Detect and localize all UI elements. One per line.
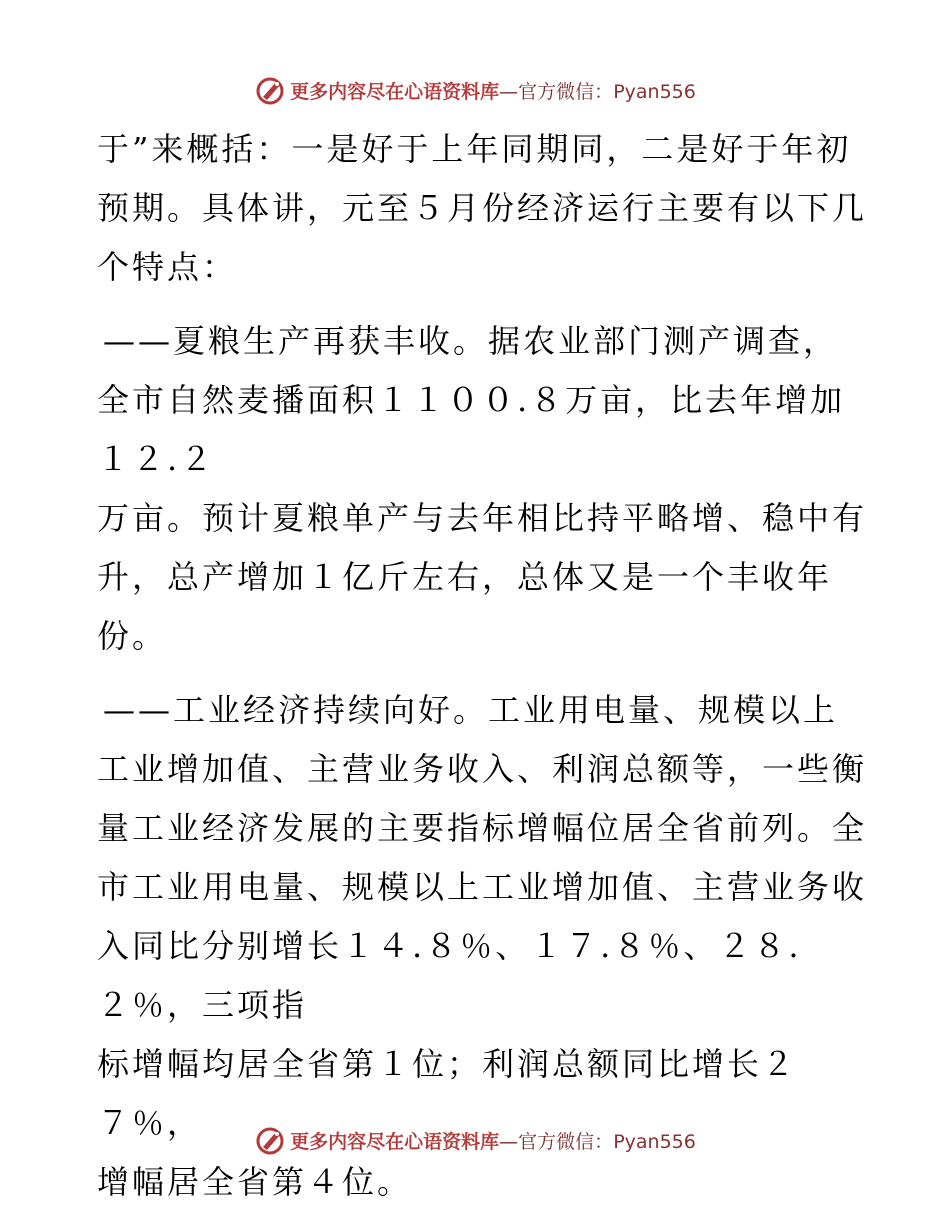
text-line: 预期。具体讲，元至５月份经济运行主要有以下几	[97, 189, 868, 227]
paragraph-summer-grain	[97, 312, 867, 666]
text-line: 标增幅均居全省第１位；利润总额同比增长２７％，	[97, 1045, 798, 1142]
watermark-colon: ：	[594, 1130, 614, 1153]
text-line: 市工业用电量、规模以上工业增加值、主营业务收	[97, 868, 868, 906]
watermark-library-text: 更多内容尽在心语资料库	[290, 1130, 500, 1153]
text-line: 个特点：	[97, 248, 238, 286]
watermark-library-text: 更多内容尽在心语资料库	[290, 80, 500, 103]
text-line: 增幅居全省第４位。	[97, 1163, 413, 1201]
text-line: ——工业经济持续向好。工业用电量、规模以上	[103, 691, 839, 729]
pen-logo-icon	[254, 1124, 286, 1156]
pen-logo-icon	[254, 74, 286, 106]
watermark-wechat-id: Pyan556	[613, 1130, 696, 1153]
watermark-wechat-label: 官方微信	[518, 80, 595, 103]
text-line: ——夏粮生产再获丰收。据农业部门测产调查，	[103, 322, 839, 360]
watermark-text	[290, 1127, 696, 1154]
paragraph-intro	[97, 120, 867, 297]
text-line: 于”来概括：一是好于上年同期同，二是好于年初	[97, 130, 852, 168]
footer-watermark	[0, 1120, 950, 1160]
header-watermark	[0, 70, 950, 110]
watermark-dash: —	[499, 1130, 519, 1153]
text-line: 入同比分别增长１４.８％、１７.８％、２８.２％，三项指	[97, 927, 802, 1024]
watermark-colon: ：	[594, 80, 614, 103]
text-line: 升，总产增加１亿斤左右，总体又是一个丰收年	[97, 558, 833, 596]
watermark-wechat-id: Pyan556	[613, 80, 696, 103]
watermark-wechat-label: 官方微信	[518, 1130, 595, 1153]
text-line: 全市自然麦播面积１１００.８万亩，比去年增加１２.２	[97, 381, 846, 478]
text-line: 量工业经济发展的主要指标增幅位居全省前列。全	[97, 809, 868, 847]
document-body	[97, 120, 867, 1212]
text-line: 万亩。预计夏粮单产与去年相比持平略增、稳中有	[97, 499, 868, 537]
watermark-dash: —	[499, 80, 519, 103]
watermark-text	[290, 77, 696, 104]
text-line: 份。	[97, 617, 168, 655]
text-line: 工业增加值、主营业务收入、利润总额等，一些衡	[97, 750, 868, 788]
